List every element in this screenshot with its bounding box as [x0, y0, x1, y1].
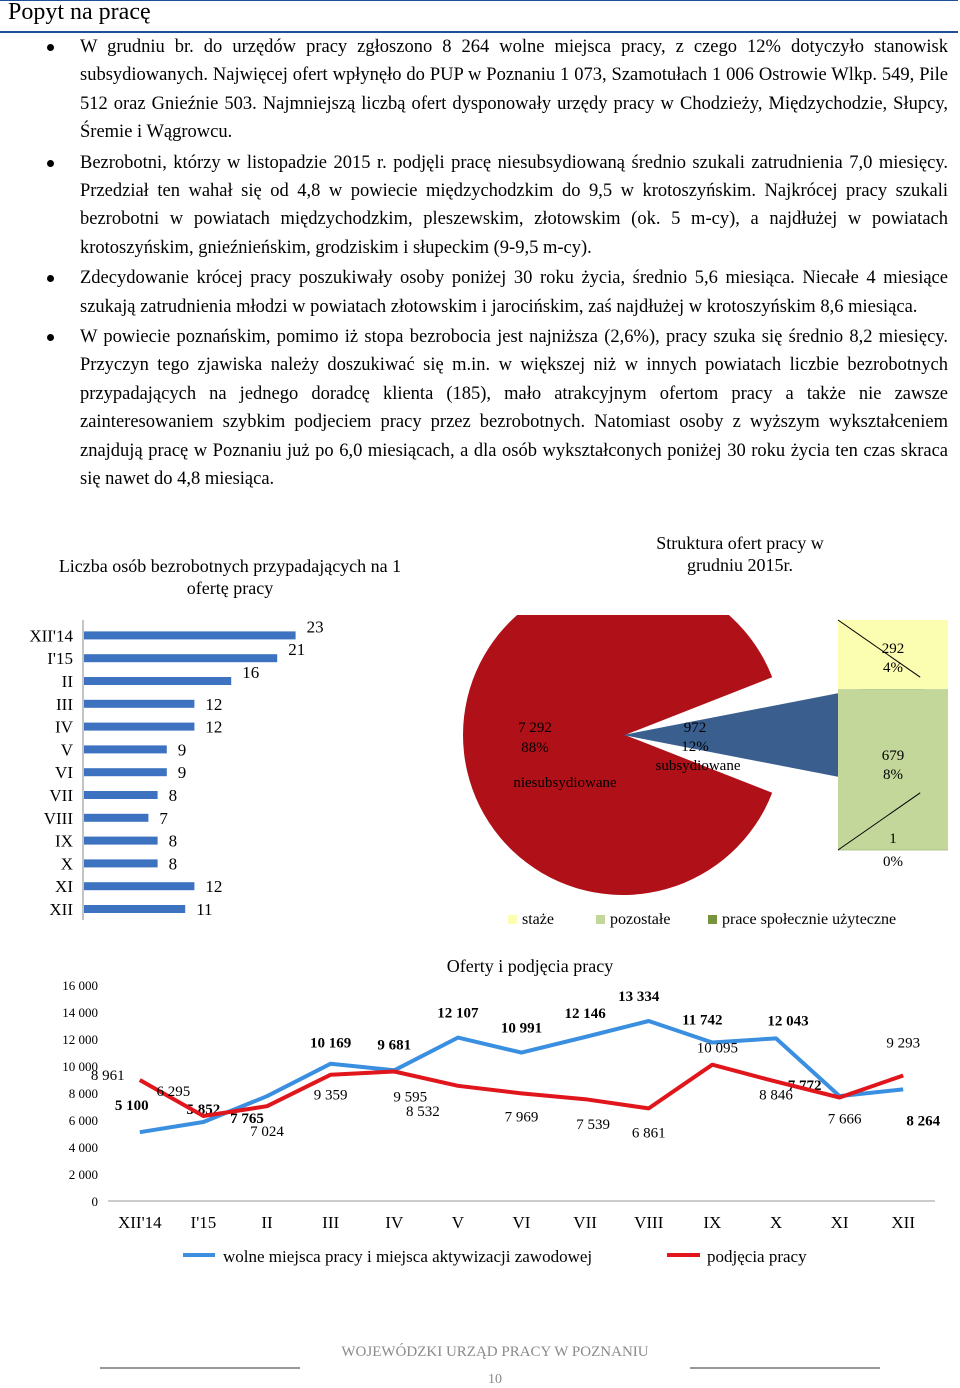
footer-rule-right	[690, 1367, 880, 1369]
pie-name-label: subsydiowane	[655, 758, 741, 774]
x-tick-label: XII'14	[117, 1213, 162, 1232]
pie-chart	[450, 615, 960, 945]
section-header	[0, 0, 958, 33]
oferty-data-label: 12 146	[564, 1006, 606, 1023]
bar-category-label: I'15	[47, 649, 73, 669]
bar-value-label: 12	[205, 717, 223, 737]
legend-label: prace społecznie użyteczne	[722, 911, 897, 928]
podjecia-data-label: 9 293	[886, 1035, 921, 1052]
bar-value-label: 12	[205, 694, 223, 714]
bullet-dot-icon	[47, 44, 54, 51]
podjecia-data-label: 8 846	[759, 1087, 793, 1104]
legend-label: pozostałe	[610, 911, 671, 928]
bar	[84, 768, 167, 776]
breakdown-value-label: 1	[889, 831, 897, 847]
bar	[84, 700, 194, 708]
x-tick-label: VIII	[634, 1213, 664, 1232]
x-tick-label: II	[261, 1213, 273, 1232]
pie-pct-label: 88%	[521, 740, 549, 756]
x-tick-label: X	[769, 1213, 783, 1232]
y-tick-label: 4 000	[68, 1140, 98, 1155]
podjecia-data-label: 7 969	[504, 1109, 539, 1126]
podjecia-data-label: 7 024	[250, 1124, 284, 1141]
bullet-list	[32, 33, 948, 496]
bar-chart	[0, 620, 340, 920]
bar-category-label: II	[61, 672, 73, 691]
y-tick-label: 0	[91, 1194, 98, 1209]
bar-category-label: XI	[55, 877, 73, 897]
bar	[84, 882, 194, 890]
x-tick-label: VI	[512, 1213, 531, 1232]
oferty-data-label: 12 043	[767, 1013, 809, 1030]
legend-label: podjęcia pracy	[707, 1247, 807, 1266]
bullet-text: Zdecydowanie krócej pracy poszukiwały osoby poniżej 30 roku życia, średnio 5,6 miesiąca. Niecałe 4 miesiące szukają zatrudnienia młodzi w powiatach złotowskim i jarocińskim, zaś najdłużej w krotoszyńskim 8,6 miesiąca.	[80, 268, 948, 317]
bar-value-label: 8	[168, 854, 178, 874]
legend-swatch	[508, 915, 517, 924]
x-tick-label: IX	[703, 1213, 722, 1232]
bar	[84, 745, 167, 753]
bullet-text: Bezrobotni, którzy w listopadzie 2015 r. podjęli pracę niesubsydiowaną średnio szukali zatrudnienia 7,0 miesięcy. Przedział ten wahał się od 4,8 w powiecie międzychodzkim do 9,5 w krotoszyńskim. Najkrócej pracy szukali bezrobotni w powiatach międzychodzkim, pleszewskim, złotowskim (ok. 5 m-cy), a najdłużej w powiatach krotoszyńskim, gnieźnieńskim, grodziskim i słupeckim (9-9,5 m-cy).	[80, 152, 948, 258]
podjecia-data-label: 6 295	[156, 1084, 191, 1101]
legend-swatch	[708, 915, 717, 924]
bullet-item	[32, 264, 948, 321]
line-chart	[0, 970, 960, 1270]
breakdown-pct-label: 8%	[883, 767, 903, 783]
bar-category-label: XII	[49, 900, 73, 919]
bar-value-label: 23	[306, 620, 324, 637]
oferty-data-label: 10 169	[310, 1035, 352, 1052]
breakdown-value-label: 292	[881, 641, 905, 657]
oferty-data-label: 13 334	[618, 988, 660, 1005]
bar-category-label: V	[60, 740, 73, 760]
section-title: Popyt na pracę	[8, 0, 151, 25]
podjecia-data-label: 9 595	[393, 1089, 428, 1106]
line-chart-title: Oferty i podjęcia pracy	[446, 956, 614, 976]
bullet-item	[32, 33, 948, 147]
x-tick-label: III	[322, 1213, 340, 1232]
bar-category-label: VII	[49, 786, 73, 805]
bar-value-label: 9	[177, 763, 187, 783]
bar	[84, 814, 148, 822]
breakdown-pct-label: 4%	[883, 660, 903, 676]
pie-name-label: niesubsydiowane	[513, 775, 617, 791]
podjecia-data-label: 7 666	[827, 1111, 862, 1128]
x-tick-label: V	[451, 1213, 465, 1232]
bar-chart-title: Liczba osób bezrobotnych przypadających na 1 ofertę pracy	[58, 556, 402, 598]
bullet-item	[32, 323, 948, 493]
y-tick-label: 16 000	[62, 978, 98, 993]
bar-category-label: VI	[55, 763, 73, 783]
bar	[84, 905, 185, 913]
podjecia-data-label: 7 539	[576, 1117, 610, 1134]
pie-value-label: 972	[683, 720, 707, 736]
bar	[84, 677, 231, 685]
breakdown-segment	[838, 850, 948, 851]
oferty-data-label: 5 100	[114, 1098, 149, 1115]
pie-value-label: 7 292	[518, 720, 552, 736]
x-tick-label: XI	[830, 1213, 849, 1232]
podjecia-data-label: 10 095	[696, 1040, 738, 1057]
bar-value-label: 11	[196, 900, 213, 919]
breakdown-pct-label: 0%	[883, 854, 903, 870]
y-tick-label: 8 000	[68, 1086, 98, 1101]
bar-category-label: IX	[55, 831, 73, 851]
page-number: 10	[488, 1372, 502, 1387]
bullet-text: W powiecie poznańskim, pomimo iż stopa bezrobocia jest najniższa (2,6%), pracy szuka się średnio 8,2 miesięcy. Przyczyn tego zjawiska należy doszukiwać się m.in. w większej niż w innych powiatach liczbie bezrobotnych przypadających na jednego doradcę klienta (185), mało atrakcyjnym ofertom pracy a także nie zawsze zainteresowaniem szybkim podjeciem pracy przez bezrobotnych. Natomiast osoby z wyższym wykształceniem znajdują pracę w Poznaniu już po 6,0 miesiącach, a dla osób wykształconych poniżej 30 roku życia ten czas skraca się nawet do 4,8 miesiąca.	[80, 327, 948, 490]
breakdown-value-label: 679	[881, 748, 905, 764]
oferty-data-label: 8 264	[906, 1113, 941, 1130]
y-tick-label: 2 000	[68, 1167, 98, 1182]
bar-value-label: 16	[242, 663, 260, 682]
oferty-data-label: 10 991	[500, 1020, 543, 1037]
oferty-data-label: 12 107	[437, 1005, 479, 1022]
bar	[84, 631, 296, 639]
bar	[84, 791, 158, 799]
bar	[84, 859, 158, 867]
podjecia-data-label: 6 861	[631, 1125, 666, 1142]
pie-pct-label: 12%	[681, 739, 709, 755]
oferty-data-label: 5 852	[186, 1101, 221, 1118]
bar	[84, 723, 194, 731]
legend-swatch	[596, 915, 605, 924]
pie-slice-niesubsydiowane	[463, 615, 772, 895]
oferty-data-label: 7 765	[230, 1111, 264, 1128]
footer-rule-left	[100, 1367, 300, 1369]
bar-category-label: IV	[55, 717, 73, 737]
x-tick-label: VII	[573, 1213, 597, 1232]
bar-value-label: 7	[159, 808, 168, 828]
oferty-data-label: 9 681	[377, 1037, 412, 1054]
bar-category-label: VIII	[43, 808, 73, 828]
y-tick-label: 12 000	[62, 1032, 98, 1047]
oferty-data-label: 11 742	[682, 1012, 723, 1029]
bullet-dot-icon	[47, 160, 54, 167]
x-tick-label: XII	[891, 1213, 915, 1232]
bar-category-label: X	[60, 854, 73, 874]
legend-label: staże	[522, 911, 554, 928]
bar	[84, 654, 277, 662]
oferty-data-label: 7 772	[787, 1078, 822, 1095]
pie-chart-title: Struktura ofert pracy w grudniu 2015r.	[656, 533, 824, 575]
bullet-item	[32, 149, 948, 263]
bar	[84, 837, 158, 845]
podjecia-data-label: 8 961	[90, 1068, 125, 1085]
bar-value-label: 8	[168, 831, 178, 851]
bar-value-label: 21	[288, 640, 306, 660]
bar-value-label: 8	[168, 786, 178, 805]
podjecia-data-label: 9 359	[313, 1087, 348, 1104]
bar-category-label: XII'14	[29, 626, 73, 646]
bar-category-label: III	[56, 694, 73, 714]
bar-value-label: 9	[177, 740, 187, 760]
bullet-dot-icon	[47, 275, 54, 282]
footer-org: WOJEWÓDZKI URZĄD PRACY W POZNANIU	[341, 1344, 649, 1360]
y-tick-label: 6 000	[68, 1113, 98, 1128]
x-tick-label: IV	[385, 1213, 404, 1232]
bullet-text: W grudniu br. do urzędów pracy zgłoszono 8 264 wolne miejsca pracy, z czego 12% dotyczyło stanowisk subsydiowanych. Najwięcej ofert wpłynęło do PUP w Poznaniu 1 073, Szamotułach 1 006 Ostrowie Wlkp. 549, Pile 512 oraz Gnieźnie 503. Najmniejszą liczbą ofert dysponowały urzędy pracy w Chodzieży, Międzychodzie, Słupcy, Śremie i Wągrowcu.	[80, 37, 948, 143]
x-tick-label: I'15	[190, 1213, 217, 1232]
y-tick-label: 10 000	[62, 1059, 98, 1074]
podjecia-data-label: 8 532	[406, 1103, 440, 1120]
y-tick-label: 14 000	[62, 1005, 98, 1020]
bullet-dot-icon	[47, 334, 54, 341]
bar-value-label: 12	[205, 877, 223, 897]
legend-label: wolne miejsca pracy i miejsca aktywizacji zawodowej	[223, 1247, 593, 1266]
